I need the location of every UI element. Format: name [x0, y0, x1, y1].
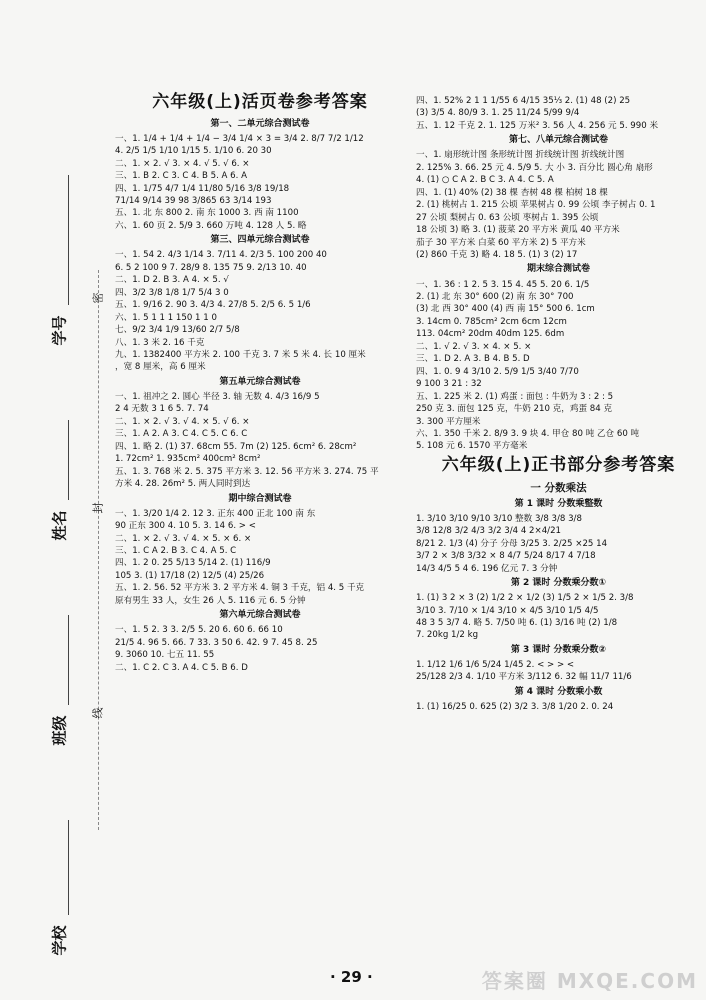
right-answer-blocks	[416, 95, 701, 713]
cut-char-line: 线	[91, 707, 105, 719]
answer-line: 二、1. × 2. √ 3. √ 4. × 5. × 6. ×	[115, 533, 252, 544]
answer-line: 25/128 2/3 4. 1/10 平方米 3/112 6. 32 幅 11/7 11/6	[416, 672, 632, 683]
answer-line: 九、1. 1382400 平方米 2. 100 千克 3. 7 米 5 米 4. 长 10 厘米	[115, 349, 366, 360]
answer-line: 八、1. 3 米 2. 16 千克	[115, 337, 205, 348]
answer-line: 五、1. 12 千克 2. 1. 125 万米² 3. 56 人 4. 256 元 5. 990 米	[416, 120, 659, 131]
answer-line: 1. (1) 3 2 × 3 (2) 1/2 2 × 1/2 (3) 1/5 2 × 1/5 2. 3/8	[416, 593, 634, 604]
answer-line: 原有男生 33 人，女生 26 人 5. 116 元 6. 5 分钟	[115, 595, 306, 606]
answer-line: 六、1. 60 页 2. 5/9 3. 660 万吨 4. 128 人 5. 略	[115, 220, 307, 231]
section-heading: 一 分数乘法	[530, 481, 587, 494]
school-line	[68, 820, 69, 915]
answer-line: 71/14 9/14 39 98 3/865 63 3/14 193	[115, 195, 272, 206]
answer-line: 2. (1) 桃树占 1. 215 公顷 苹果树占 0. 99 公顷 李子树占 0. 1	[416, 200, 656, 211]
answer-line: (3) 北 西 30° 400 (4) 西 南 15° 500 6. 1cm	[416, 304, 595, 315]
section-heading: 第 3 课时 分数乘分数②	[510, 644, 607, 655]
answer-line: 105 3. (1) 17/18 (2) 12/5 (4) 25/26	[115, 570, 265, 581]
answer-line: 一、1. 祖冲之 2. 圆心 半径 3. 轴 无数 4. 4/3 16/9 5	[115, 391, 320, 402]
binding-strip	[0, 0, 110, 1000]
answer-line: 四、1. 0. 9 4 3/10 2. 5/9 1/5 3/40 7/70	[416, 366, 579, 377]
answer-line: 7. 20kg 1/2 kg	[416, 630, 479, 641]
answer-line: 茄子 30 平方米 白菜 60 平方米 2) 5 平方米	[416, 237, 586, 248]
answer-line: (3) 3/5 4. 80/9 3. 1. 25 11/24 5/99 9/4	[416, 108, 580, 119]
answer-line: 四、3/2 3/8 1/8 1/7 5/4 3 0	[115, 287, 229, 298]
answer-line: 四、1. 1/75 4/7 1/4 11/80 5/16 3/8 19/18	[115, 183, 290, 194]
answer-line: 一、1. 1/4 + 1/4 + 1/4 − 3/4 1/4 × 3 = 3/4 2. 8/7 7/2 1/12	[115, 133, 364, 144]
answer-line: 一、1. 36 : 1 2. 5 3. 15 4. 45 5. 20 6. 1/5	[416, 279, 590, 290]
section-heading: 第一、二单元综合测试卷	[210, 118, 310, 129]
answer-line: 6. 5 2 100 9 7. 28/9 8. 135 75 9. 2/13 10. 40	[115, 262, 307, 273]
cut-char-envelope: 封	[91, 502, 105, 514]
answer-line: 四、1. 2 0. 25 5/13 5/14 2. (1) 116/9	[115, 558, 271, 569]
answer-line: 1. (1) 16/25 0. 625 (2) 3/2 3. 3/8 1/20 2. 0. 24	[416, 701, 614, 712]
answer-line: 三、1. D 2. A 3. B 4. B 5. D	[416, 354, 530, 365]
student-id-line	[68, 175, 69, 305]
answer-line: 一、1. 扇形统计图 条形统计图 折线统计图 折线统计图	[416, 150, 625, 161]
answer-line: 一、1. 5 2. 3 3. 2/5 5. 20 6. 60 6. 66 10	[115, 625, 283, 636]
cut-line	[98, 270, 99, 830]
section-heading: 第 1 课时 分数乘整数	[514, 498, 603, 509]
left-answer-blocks	[115, 118, 405, 674]
answer-line: 1. 3/10 3/10 9/10 3/10 整数 3/8 3/8 3/8	[416, 513, 582, 524]
answer-line: 14/3 4/5 5 4 6. 196 亿元 7. 3 分钟	[416, 563, 558, 574]
answer-line: 21/5 4. 96 5. 66. 7 33. 3 50 6. 42. 9 7. 45 8. 25	[115, 637, 318, 648]
answer-line: 4. (1) ○ C A 2. B C 3. A 4. C 5. A	[416, 175, 554, 186]
answer-line: (2) 860 千克 3) 略 4. 18 5. (1) 3 (2) 17	[416, 250, 578, 261]
answer-line: 1. 72cm² 1. 935cm² 400cm² 8cm²	[115, 454, 261, 465]
school-label: 学校	[50, 925, 69, 956]
section-heading: 第五单元综合测试卷	[219, 376, 301, 387]
watermark: 答案圈 MXQE.COM	[481, 969, 698, 993]
answer-line: 4. 2/5 1/5 1/10 1/15 5. 1/10 6. 20 30	[115, 146, 272, 157]
answer-line: 一、1. 3/20 1/4 2. 12 3. 正东 400 正北 100 南 东	[115, 508, 316, 519]
answer-line: 3/7 2 × 3/8 3/32 × 8 4/7 5/24 8/17 4 7/18	[416, 551, 596, 562]
answer-line: 三、1. A 2. A 3. C 4. C 5. C 6. C	[115, 429, 248, 440]
answer-line: 五、1. 225 米 2. (1) 鸡蛋 : 面包 : 牛奶为 3 : 2 : 5	[416, 391, 614, 402]
student-id-label: 学号	[50, 315, 69, 346]
answer-line: 3/10 3. 7/10 × 1/4 3/10 × 4/5 3/10 1/5 4/5	[416, 605, 599, 616]
section-heading: 期末综合测试卷	[526, 264, 590, 275]
section-heading: 第 2 课时 分数乘分数①	[510, 578, 607, 589]
section-heading: 第七、八单元综合测试卷	[508, 135, 608, 146]
answer-line: 二、1. C 2. C 3. A 4. C 5. B 6. D	[115, 662, 248, 673]
answer-line: 3. 300 平方厘米	[416, 416, 481, 427]
answer-line: 二、1. × 2. √ 3. × 4. √ 5. √ 6. ×	[115, 158, 250, 169]
answer-line: 8/21 2. 1/3 (4) 分子 分母 3/25 3. 2/25 ×25 14	[416, 538, 608, 549]
answer-line: 七、9/2 3/4 1/9 13/60 2/7 5/8	[115, 325, 240, 336]
cut-char-seal: 密	[91, 292, 105, 304]
answer-line: 五、1. 北 东 800 2. 南 东 1000 3. 西 南 1100	[115, 208, 299, 219]
page-number: · 29 ·	[330, 968, 373, 986]
answer-line: 二、1. × 2. √ 3. √ 4. × 5. √ 6. ×	[115, 416, 250, 427]
section-heading: 第六单元综合测试卷	[219, 610, 301, 621]
answer-line: 二、1. √ 2. √ 3. × 4. × 5. ×	[416, 341, 532, 352]
left-title: 六年级(上)活页卷参考答案	[152, 92, 368, 112]
answer-line: 2 4 无数 3 1 6 5. 7. 74	[115, 404, 209, 415]
answer-line: 27 公顷 梨树占 0. 63 公顷 枣树占 1. 395 公顷	[416, 212, 599, 223]
answer-line: 18 公顷 3) 略 3. (1) 菠菜 20 平方米 黄瓜 40 平方米	[416, 225, 620, 236]
answer-line: 四、1. 52% 2 1 1 1/55 6 4/15 35⅓ 2. (1) 48 (2) 25	[416, 96, 631, 106]
section-heading: 期中综合测试卷	[228, 493, 292, 504]
answer-line: 250 克 3. 面包 125 克，牛奶 210 克，鸡蛋 84 克	[416, 404, 613, 415]
answer-line: 113. 04cm² 20dm 40dm 125. 6dm	[416, 329, 565, 340]
answer-line: 二、1. D 2. B 3. A 4. × 5. √	[115, 275, 229, 286]
answer-line: 1. 1/12 1/6 1/6 5/24 1/45 2. < > > <	[416, 659, 575, 670]
answer-line: 六、1. 5 1 1 1 150 1 1 0	[115, 312, 217, 323]
answer-line: 方米 4. 28. 26m² 5. 两人同时到达	[115, 479, 251, 490]
right-column	[416, 95, 701, 713]
answer-line: 五、1. 9/16 2. 90 3. 4/3 4. 27/8 5. 2/5 6. 5 1/6	[115, 300, 311, 311]
answer-line: 六、1. 350 千米 2. 8/9 3. 9 块 4. 甲仓 80 吨 乙仓 60 吨	[416, 428, 640, 439]
answer-line: 三、1. B 2. C 3. C 4. B 5. A 6. A	[115, 171, 247, 182]
answer-line: 48 3 5 3/7 4. 略 5. 7/50 吨 6. (1) 3/16 吨 (2) 1/8	[416, 618, 618, 628]
answer-line: 9. 3060 10. 七五 11. 55	[115, 650, 215, 661]
class-line	[68, 615, 69, 705]
name-label: 姓名	[50, 510, 69, 541]
answer-line: 2. (1) 北 东 30° 600 (2) 南 东 30° 700	[416, 291, 574, 302]
answer-line: 90 正东 300 4. 10 5. 3. 14 6. > <	[115, 521, 256, 532]
answer-line: 9 100 3 21 : 32	[416, 379, 482, 390]
answer-line: 四、1. (1) 40% (2) 38 棵 杏树 48 棵 柏树 18 棵	[416, 187, 608, 198]
left-column	[115, 90, 405, 674]
answer-line: 一、1. 54 2. 4/3 1/14 3. 7/11 4. 2/3 5. 100 200 40	[115, 250, 327, 261]
answer-line: 3/8 12/8 3/2 4/3 3/2 3/4 4 2×4/21	[416, 526, 562, 537]
answer-line: 五、1. 3. 768 米 2. 5. 375 平方米 3. 12. 56 平方米 3. 274. 75 平	[115, 466, 379, 477]
class-label: 班级	[50, 715, 69, 746]
answer-line: 2. 125% 3. 66. 25 元 4. 5/9 5. 大 小 3. 百分比 圆心角 扇形	[416, 162, 653, 173]
section-title: 六年级(上)正书部分参考答案	[441, 454, 676, 475]
answer-line: 3. 14cm 0. 785cm² 2cm 6cm 12cm	[416, 316, 567, 327]
answer-line: 四、1. 略 2. (1) 37. 68cm 55. 7m (2) 125. 6cm² 6. 28cm²	[115, 441, 357, 452]
answer-line: 五、1. 2. 56. 52 平方米 3. 2 平方米 4. 铜 3 千克，铝 4. 5 千克	[115, 583, 365, 594]
answer-line: ，宽 8 厘米，高 6 厘米	[115, 362, 206, 373]
name-line	[68, 420, 69, 500]
section-heading: 第三、四单元综合测试卷	[210, 235, 310, 246]
answer-line: 三、1. C A 2. B 3. C 4. A 5. C	[115, 545, 237, 556]
section-heading: 第 4 课时 分数乘小数	[514, 686, 603, 697]
answer-line: 5. 108 元 6. 1570 平方毫米	[416, 441, 528, 452]
